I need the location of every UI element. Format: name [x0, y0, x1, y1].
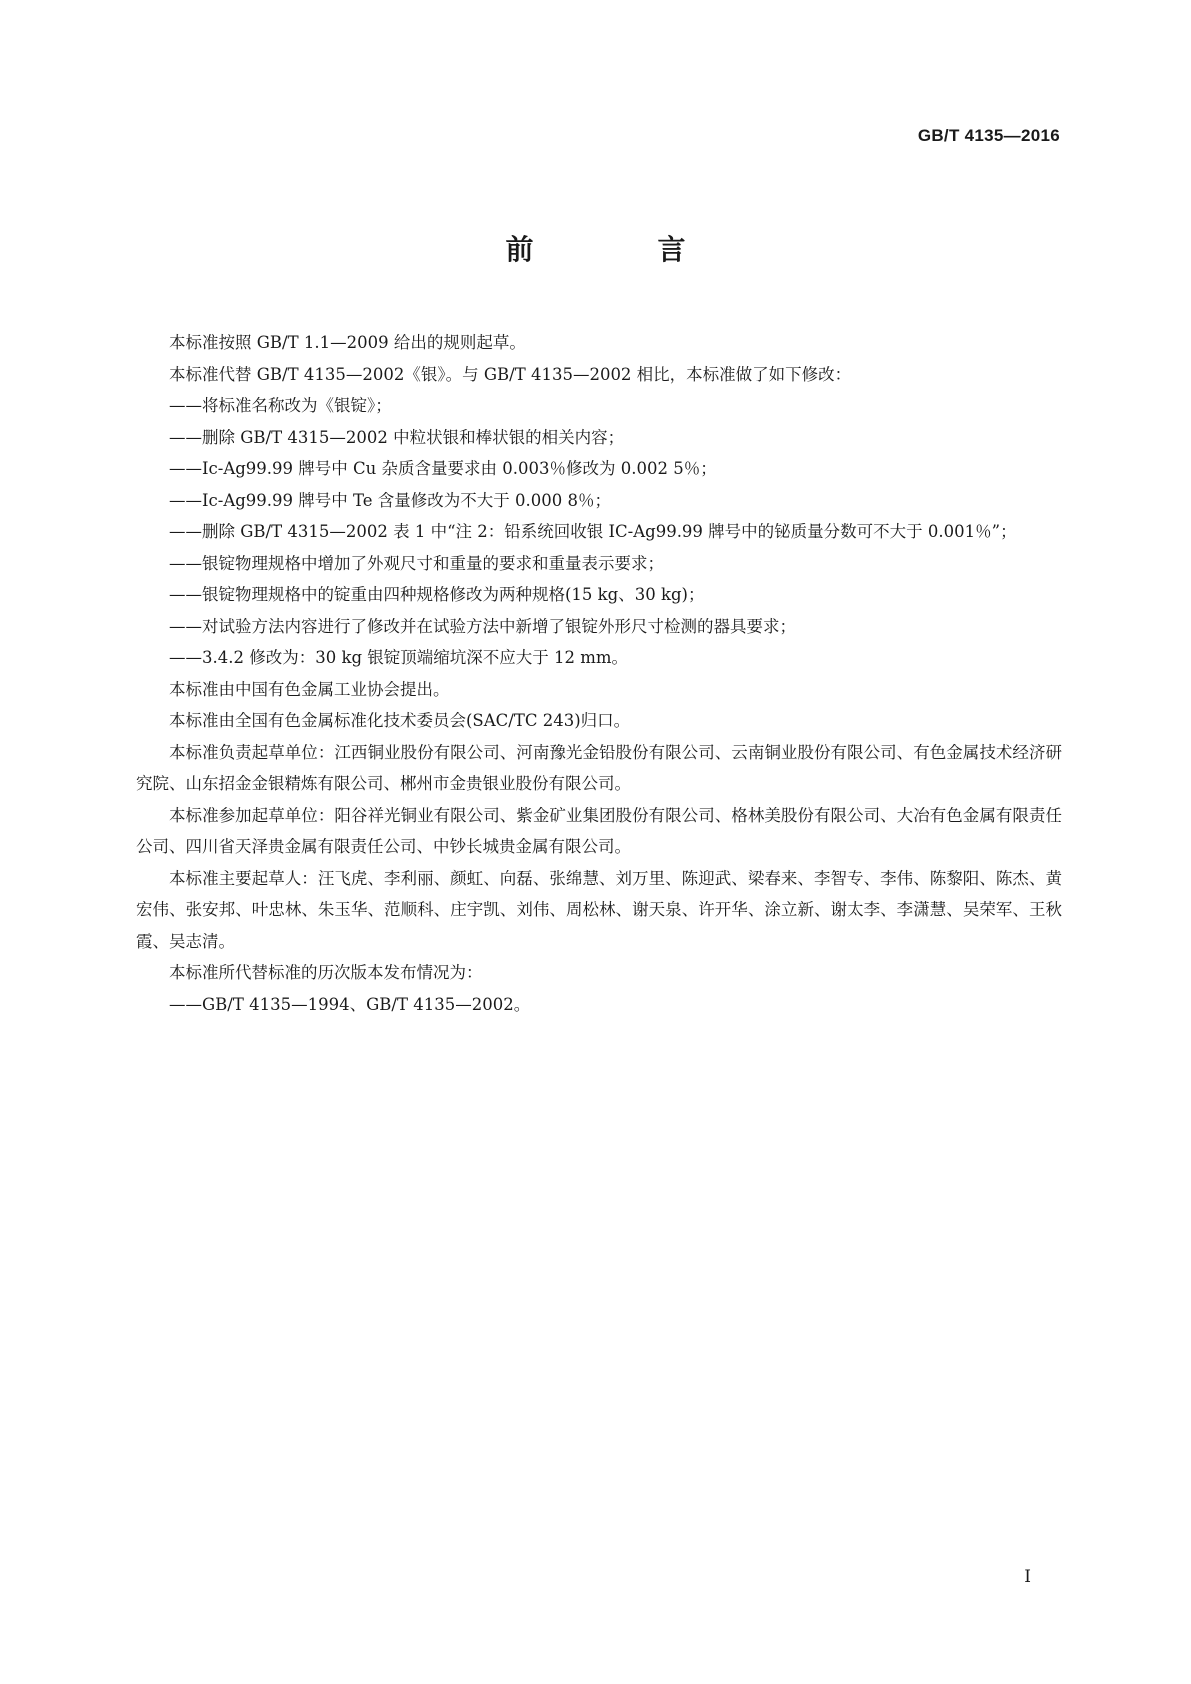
dash-mark: —— — [169, 396, 202, 415]
change-item — [136, 548, 1062, 580]
paragraph-history-intro: 本标准所代替标准的历次版本发布情况为： — [169, 963, 483, 982]
change-item-text: 对试验方法内容进行了修改并在试验方法中新增了银锭外形尺寸检测的器具要求； — [202, 616, 796, 636]
paragraph-drafting-rules: 本标准按照 GB/T 1.1—2009 给出的规则起草。 — [169, 333, 526, 352]
paragraph-proposer: 本标准由中国有色金属工业协会提出。 — [169, 679, 450, 699]
paragraph-participating-units: 本标准参加起草单位：阳谷祥光铜业有限公司、紫金矿业集团股份有限公司、格林美股份有限公司、大冶有色金属有限责任公司、四川省天泽贵金属有限责任公司、中钞长城贵金属有限公司。 — [136, 805, 1062, 856]
dash-mark: —— — [169, 459, 202, 478]
change-item-text: Ic-Ag99.99 牌号中 Cu 杂质含量要求由 0.003％修改为 0.002 5％； — [202, 459, 717, 478]
standard-code: GB/T 4135—2016 — [917, 126, 1060, 145]
paragraph-replaces: 本标准代替 GB/T 4135—2002《银》。与 GB/T 4135—2002 相比，本标准做了如下修改： — [169, 364, 852, 384]
dash-mark: —— — [169, 994, 202, 1014]
dash-mark: —— — [169, 585, 202, 604]
paragraph-responsible-units: 本标准负责起草单位：江西铜业股份有限公司、河南豫光金铅股份有限公司、云南铜业股份有限公司、有色金属技术经济研究院、山东招金金银精炼有限公司、郴州市金贵银业股份有限公司。 — [136, 742, 1062, 793]
change-item — [136, 579, 1062, 611]
change-item — [136, 611, 1062, 643]
change-item-text: 3.4.2 修改为：30 kg 银锭顶端缩坑深不应大于 12 mm。 — [202, 648, 629, 667]
dash-mark: —— — [169, 522, 202, 541]
history-item — [136, 989, 1062, 1021]
dash-mark: —— — [169, 648, 202, 667]
dash-mark: —— — [169, 553, 202, 573]
dash-mark: —— — [169, 490, 202, 510]
page-number: I — [1024, 1567, 1031, 1587]
paragraph-main-drafters: 本标准主要起草人：汪飞虎、李利丽、颜虹、向磊、张绵慧、刘万里、陈迎武、梁春来、李智专、李伟、陈黎阳、陈杰、黄宏伟、张安邦、叶忠林、朱玉华、范顺科、庄宇凯、刘伟、周松林、谢天泉、许开华、涂立新、谢太李、李潇慧、吴荣军、王秋霞、吴志清。 — [136, 868, 1062, 951]
change-item — [136, 516, 1062, 548]
dash-mark: —— — [169, 427, 202, 447]
change-item — [136, 453, 1062, 485]
change-item-text: 删除 GB/T 4315—2002 表 1 中“注 2：铅系统回收银 IC-Ag99.99 牌号中的铋质量分数可不大于 0.001％”； — [202, 522, 1017, 541]
change-item-text: 删除 GB/T 4315—2002 中粒状银和棒状银的相关内容； — [202, 427, 625, 447]
change-item — [136, 485, 1062, 517]
foreword-body — [136, 327, 1062, 1020]
page-title: 前 言 — [505, 233, 734, 266]
history-item-text: GB/T 4135—1994、GB/T 4135—2002。 — [202, 994, 531, 1014]
change-item-text: 银锭物理规格中的锭重由四种规格修改为两种规格(15 kg、30 kg)； — [202, 585, 705, 604]
paragraph-committee: 本标准由全国有色金属标准化技术委员会(SAC/TC 243)归口。 — [169, 711, 631, 730]
change-item — [136, 422, 1062, 454]
change-item-text: 将标准名称改为《银锭》； — [202, 396, 392, 415]
change-item-text: 银锭物理规格中增加了外观尺寸和重量的要求和重量表示要求； — [202, 553, 664, 573]
dash-mark: —— — [169, 616, 202, 636]
change-item-text: Ic-Ag99.99 牌号中 Te 含量修改为不大于 0.000 8％； — [202, 490, 611, 510]
change-item — [136, 642, 1062, 674]
change-item — [136, 390, 1062, 422]
